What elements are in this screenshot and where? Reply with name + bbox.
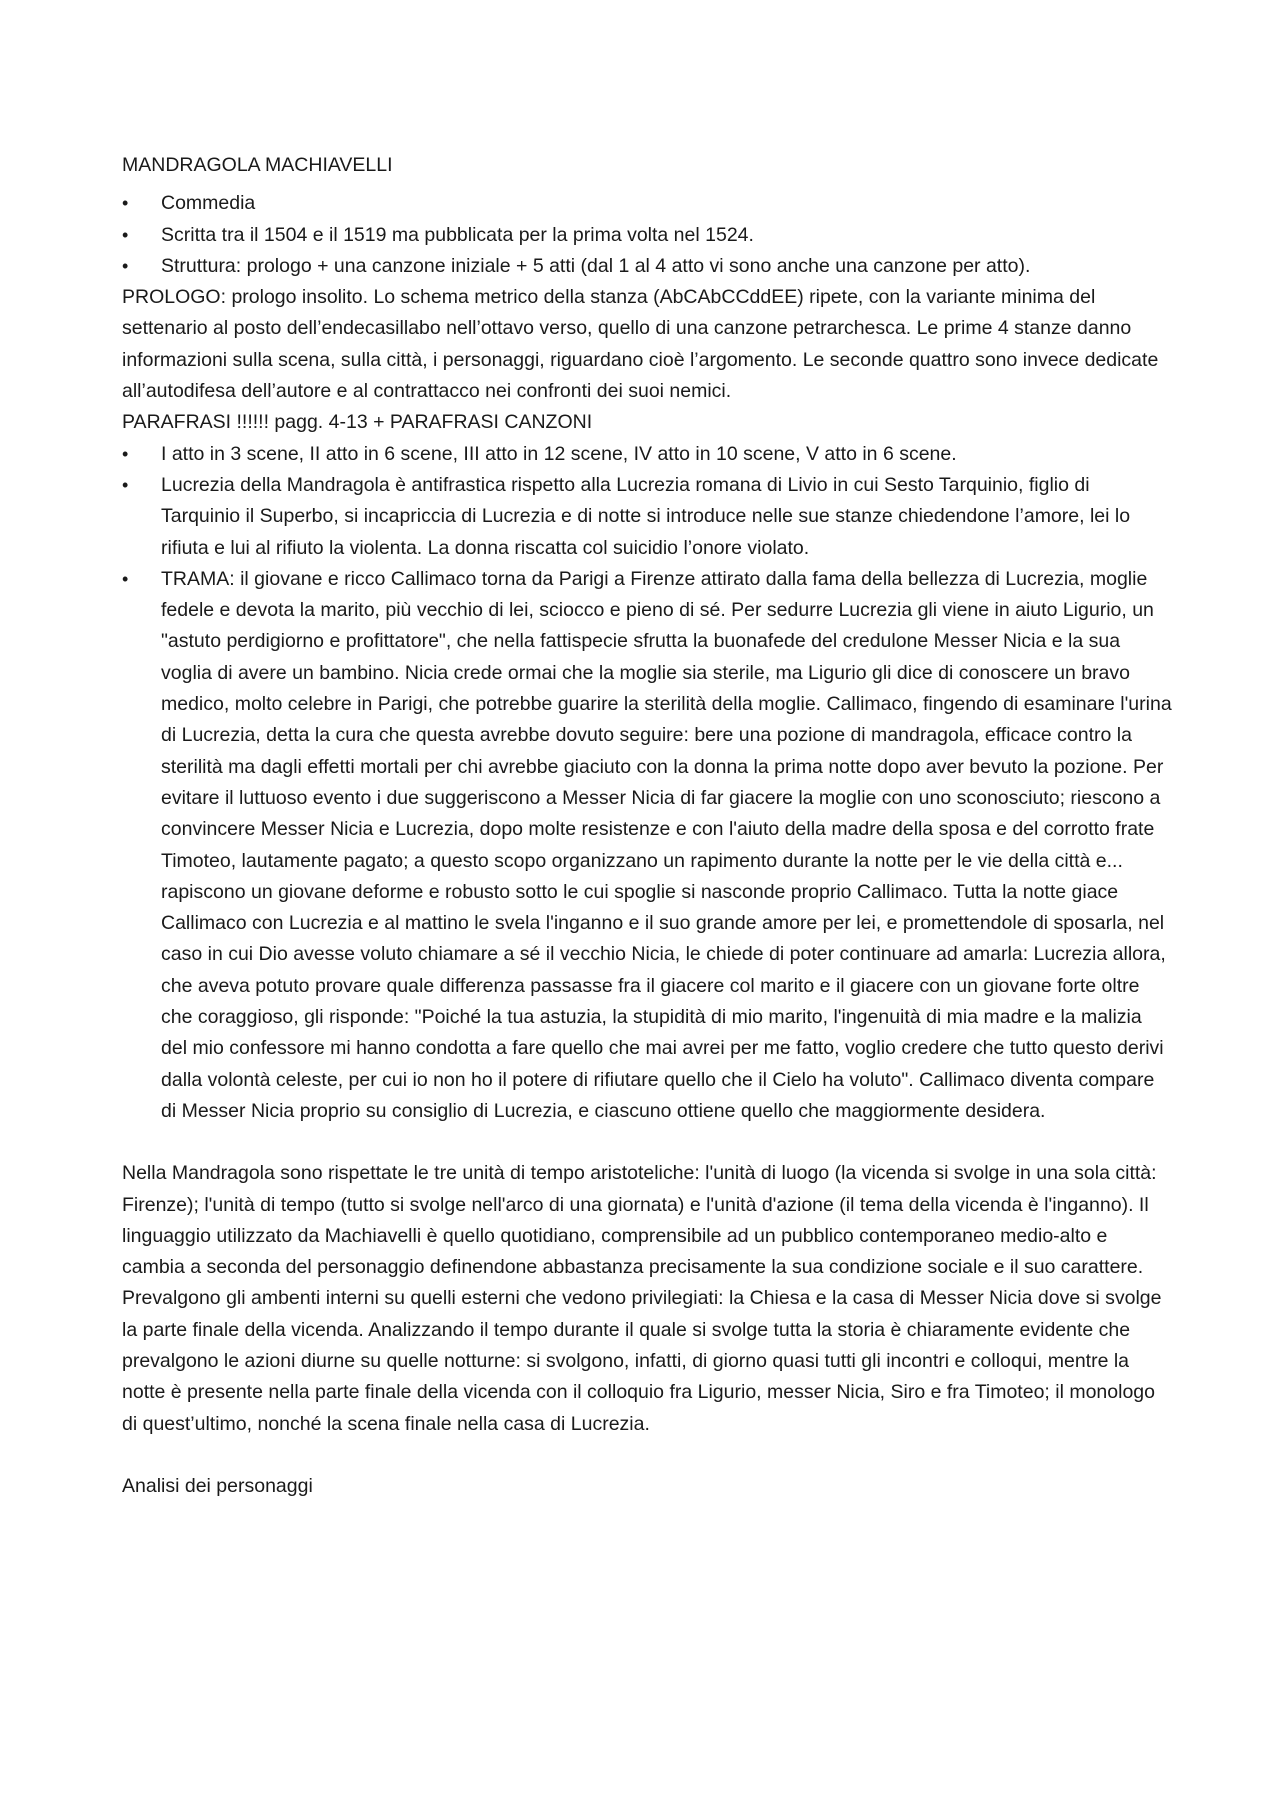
list-item [122,251,1172,282]
parafrasi-note: PARAFRASI !!!!!! pagg. 4-13 + PARAFRASI CANZONI [122,411,593,434]
prologo-paragraph: PROLOGO: prologo insolito. Lo schema metrico della stanza (AbCAbCCddEE) ripete, con la variante minima del settenario al posto dell’endecasillabo nell’ottavo verso, quello di una canzone petrarchesca. Le prime 4 stanze danno informazioni sulla scena, sulla città, i personaggi, riguardano cioè l’argomento. Le seconde quattro sono invece dedicate all’autodifesa dell’autore e al contrattacco nei confronti dei suoi nemici. [122,286,1159,403]
spacer [122,1440,1172,1471]
list-item-text: TRAMA: il giovane e ricco Callimaco torna da Parigi a Firenze attirato dalla fama della bellezza di Lucrezia, moglie fedele e devota la marito, più vecchio di lei, sciocco e pieno di sé. Per sedurre Lucrezia gli viene in aiuto Ligurio, un "astuto perdigiorno e profittatore", che nella fattispecie sfrutta la buonafede del credulone Messer Nicia e la sua voglia di avere un bambino. Nicia crede ormai che la moglie sia sterile, ma Ligurio gli dice di conoscere un bravo medico, molto celebre in Parigi, che potrebbe guarire la sterilità della moglie. Callimaco, fingendo di esaminare l'urina di Lucrezia, detta la cura che questa avrebbe dovuto seguire: bere una pozione di mandragola, efficace contro la sterilità ma dagli effetti mortali per chi avrebbe giaciuto con la donna la prima notte dopo aver bevuto la pozione. Per evitare il luttuoso evento i due suggeriscono a Messer Nicia di far giacere la moglie con uno sconosciuto; riescono a convincere Messer Nicia e Lucrezia, dopo molte resistenze e con l'aiuto della madre della sposa e del corrotto frate Timoteo, lautamente pagato; a questo scopo organizzano un rapimento durante la notte per le vie della città e... rapiscono un giovane deforme e robusto sotto le cui spoglie si nasconde proprio Callimaco. Tutta la notte giace Callimaco con Lucrezia e al mattino le svela l'inganno e il suo grande amore per lei, e promettendole di sposarla, nel caso in cui Dio avesse voluto chiamare a sé il vecchio Nicia, le chiede di poter continuare ad amarla: Lucrezia allora, che aveva potuto provare quale differenza passasse fra il giacere col marito e il giacere con un giovane forte oltre che coraggioso, gli risponde: "Poiché la tua astuzia, la stupidità di mio marito, l'ingenuità di mia madre e la malizia del mio confessore mi hanno condotta a fare quello che mai avrei per me fatto, voglio credere che tutto questo derivi dalla volontà celeste, per cui io non ho il potere di rifiutare quello che il Cielo ha voluto". Callimaco diventa compare di Messer Nicia proprio su consiglio di Lucrezia, e ciascuno ottiene quello che maggiormente desidera. [161,567,1172,1122]
list-item-text: Scritta tra il 1504 e il 1519 ma pubblicata per la prima volta nel 1524. [161,223,754,246]
list-item [122,220,1172,251]
bullet-icon: • [122,255,129,276]
bullet-icon: • [122,568,129,589]
bullet-icon: • [122,443,129,464]
bottom-bullet-list [122,439,1172,1128]
list-item [122,188,1172,219]
bullet-icon: • [122,224,129,245]
list-item [122,470,1172,564]
list-item-text: Commedia [161,192,256,215]
top-bullet-list [122,188,1172,282]
bullet-icon: • [122,474,129,495]
bullet-icon: • [122,193,129,214]
list-item [122,439,1172,470]
list-item-text: Struttura: prologo + una canzone iniziale + 5 atti (dal 1 al 4 atto vi sono anche una canzone per atto). [161,254,1031,277]
document-page [122,150,1172,1502]
list-item-text: Lucrezia della Mandragola è antifrastica rispetto alla Lucrezia romana di Livio in cui Sesto Tarquinio, figlio di Tarquinio il Superbo, si incapriccia di Lucrezia e di notte si introduce nelle sue stanze chiedendone l’amore, lei lo rifiuta e lui al rifiuto la violenta. La donna riscatta col suicidio l’onore violato. [161,473,1131,559]
unita-paragraph: Nella Mandragola sono rispettate le tre unità di tempo aristoteliche: l'unità di luogo (la vicenda si svolge in una sola città: Firenze); l'unità di tempo (tutto si svolge nell'arco di una giornata) e l'unità d'azione (il tema della vicenda è l'inganno). Il linguaggio utilizzato da Machiavelli è quello quotidiano, comprensibile ad un pubblico contemporaneo medio-alto e cambia a seconda del personaggio definendone abbastanza precisamente la sua condizione sociale e il suo carattere. Prevalgono gli ambenti interni su quelli esterni che vedono privilegiati: la Chiesa e la casa di Messer Nicia dove si svolge la parte finale della vicenda. Analizzando il tempo durante il quale si svolge tutta la storia è chiaramente evidente che prevalgono le azioni diurne su quelle notturne: si svolgono, infatti, di giorno quasi tutti gli incontri e colloqui, mentre la notte è presente nella parte finale della vicenda con il colloquio fra Ligurio, messer Nicia, Siro e fra Timoteo; il monologo di quest’ultimo, nonché la scena finale nella casa di Lucrezia. [122,1162,1162,1435]
list-item [122,564,1172,1127]
section-heading: Analisi dei personaggi [122,1474,313,1497]
spacer [122,1127,1172,1158]
document-title: MANDRAGOLA MACHIAVELLI [122,154,393,176]
list-item-text: I atto in 3 scene, II atto in 6 scene, III atto in 12 scene, IV atto in 10 scene, V atto in 6 scene. [161,442,957,465]
